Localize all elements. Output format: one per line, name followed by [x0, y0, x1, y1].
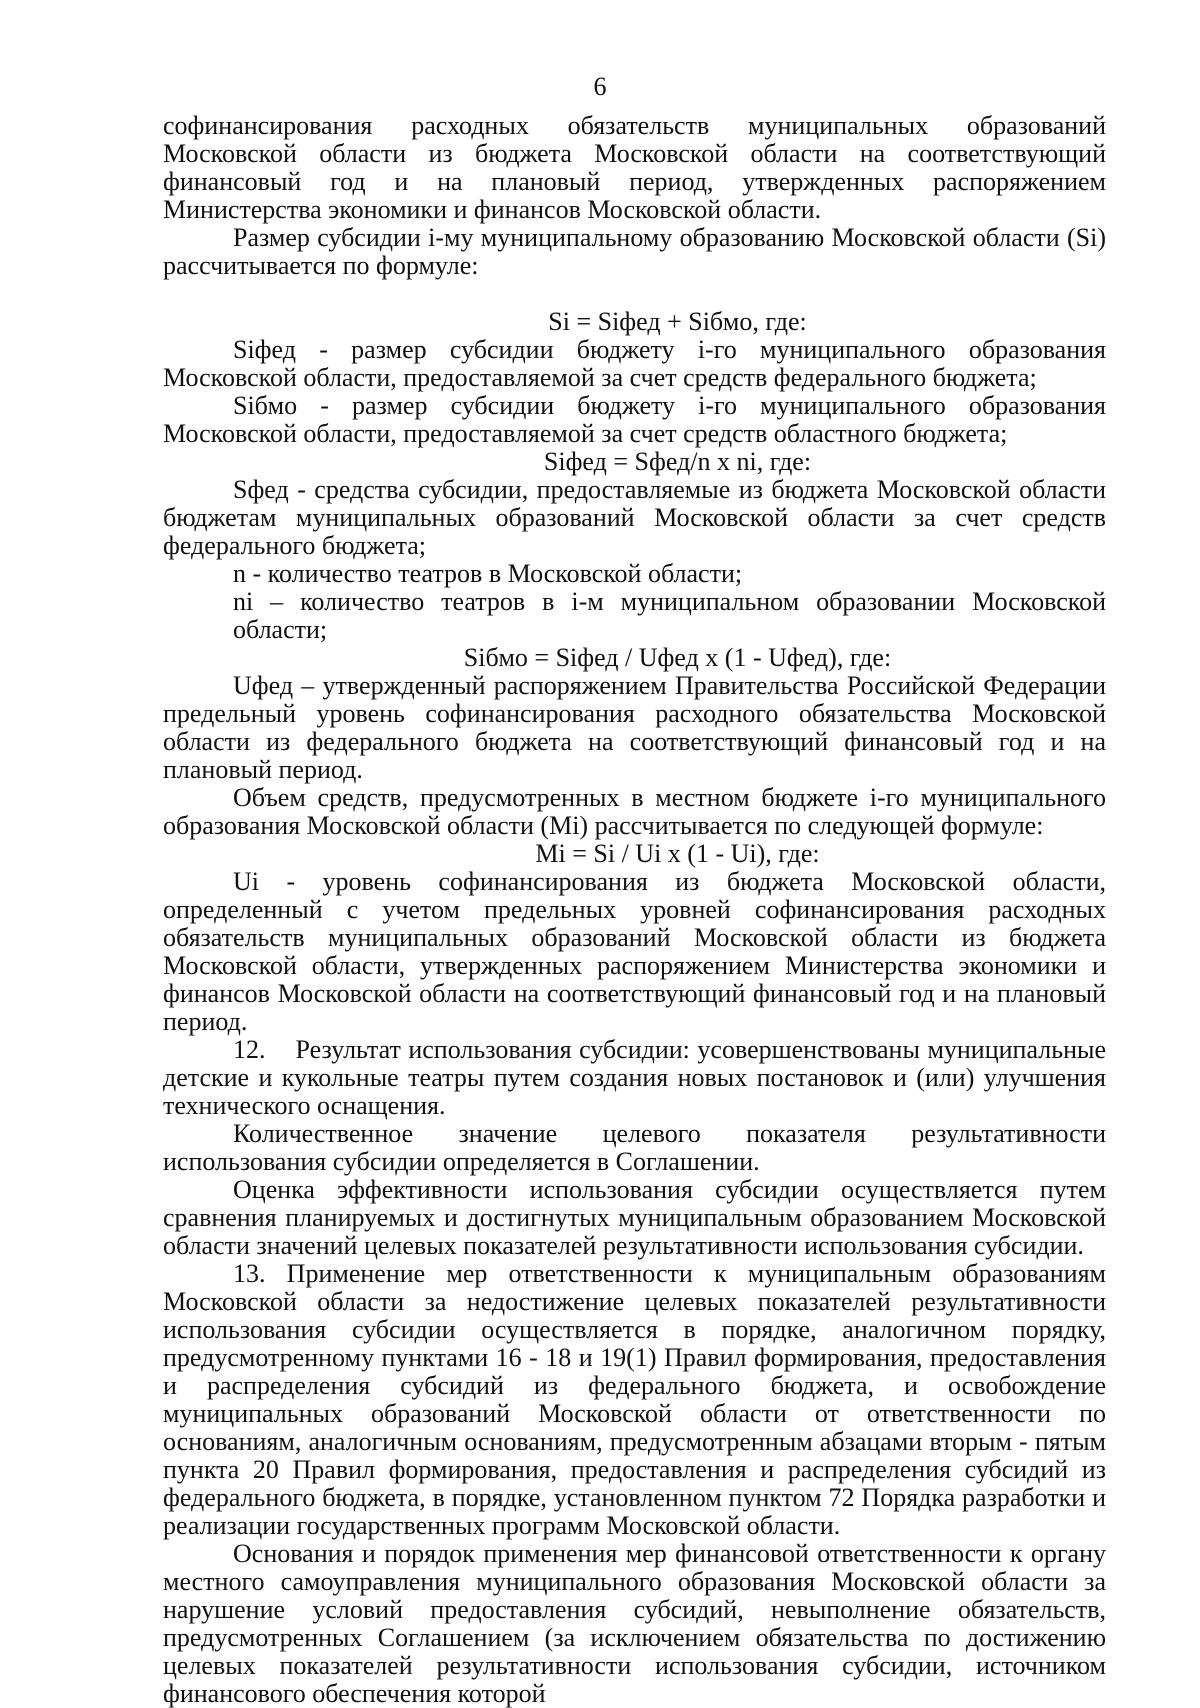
- paragraph-subsidy-size: Размер субсидии i-му муниципальному образованию Московской области (Si) рассчитывается по формуле:: [163, 223, 1106, 280]
- paragraph-continuation: софинансирования расходных обязательств муниципальных образований Московской области из бюджета Московской области на соответствующий финансовый год и на плановый период, утвержденных распоряжением Министерства экономики и финансов Московской области.: [163, 111, 1106, 224]
- paragraph-efficiency: Оценка эффективности использования субсидии осуществляется путем сравнения планируемых и достигнутых муниципальным образованием Московской области значений целевых показателей результативности использования субсидии.: [163, 1175, 1106, 1260]
- formula-mi: Mi = Si / Ui x (1 - Ui), где:: [535, 839, 820, 868]
- definition-sibmo: Siбмо - размер субсидии бюджету i-го муниципального образования Московской области, предоставляемой за счет средств областного бюджета;: [163, 391, 1106, 448]
- definition-ni: ni – количество театров в i-м муниципальном образовании Московской области;: [233, 587, 1106, 644]
- paragraph-target-value: Количественное значение целевого показателя результативности использования субсидии определяется в Соглашении.: [163, 1119, 1106, 1176]
- formula-si: Si = Siфед + Siбмо, где:: [548, 307, 807, 336]
- formula-sibmo: Siбмо = Siфед / Uфед x (1 - Uфед), где:: [463, 643, 892, 672]
- clause-13: 13. Применение мер ответственности к муниципальным образованиям Московской области за недостижение целевых показателей результативности использования субсидии осуществляется в порядке, аналогичном порядку, предусмотренному пунктами 16 - 18 и 19(1) Правил формирования, предоставления и распределения субсидий из федерального бюджета, и освобождение муниципальных образований Московской области от ответственности по основаниям, аналогичным основаниям, предусмотренным абзацами вторым - пятым пункта 20 Правил формирования, предоставления и распределения субсидий из федерального бюджета, в порядке, установленном пунктом 72 Порядка разработки и реализации государственных программ Московской области.: [163, 1259, 1106, 1540]
- document-body: [163, 111, 1113, 1708]
- formula-sifed: Siфед = Sфед/n x ni, где:: [543, 447, 812, 476]
- definition-sifed: Siфед - размер субсидии бюджету i-го муниципального образования Московской области, предоставляемой за счет средств федерального бюджета;: [163, 335, 1106, 392]
- definition-ui: Ui - уровень софинансирования из бюджета Московской области, определенный с учетом предельных уровней софинансирования расходных обязательств муниципальных образований Московской области из бюджета Московской области, утвержденных распоряжением Министерства экономики и финансов Московской области на соответствующий финансовый год и на плановый период.: [163, 867, 1106, 1036]
- paragraph-local-budget: Объем средств, предусмотренных в местном бюджете i-го муниципального образования Московской области (Mi) рассчитывается по следующей формуле:: [163, 783, 1106, 840]
- definition-sfed: Sфед - средства субсидии, предоставляемые из бюджета Московской области бюджетам муниципальных образований Московской области за счет средств федерального бюджета;: [163, 475, 1106, 560]
- clause-12: 12. Результат использования субсидии: усовершенствованы муниципальные детские и кукольные театры путем создания новых постановок и (или) улучшения технического оснащения.: [163, 1035, 1113, 1120]
- page-number: 6: [593, 72, 607, 101]
- definition-ufed: Uфед – утвержденный распоряжением Правительства Российской Федерации предельный уровень софинансирования расходного обязательства Московской области из федерального бюджета на соответствующий финансовый год и на плановый период.: [163, 671, 1106, 784]
- definition-n: n - количество театров в Московской области;: [233, 559, 743, 588]
- paragraph-financial-responsibility: Основания и порядок применения мер финансовой ответственности к органу местного самоуправления муниципального образования Московской области за нарушение условий предоставления субсидий, невыполнение обязательств, предусмотренных Соглашением (за исключением обязательства по достижению целевых показателей результативности использования субсидии, источником финансового обеспечения которой: [163, 1539, 1106, 1708]
